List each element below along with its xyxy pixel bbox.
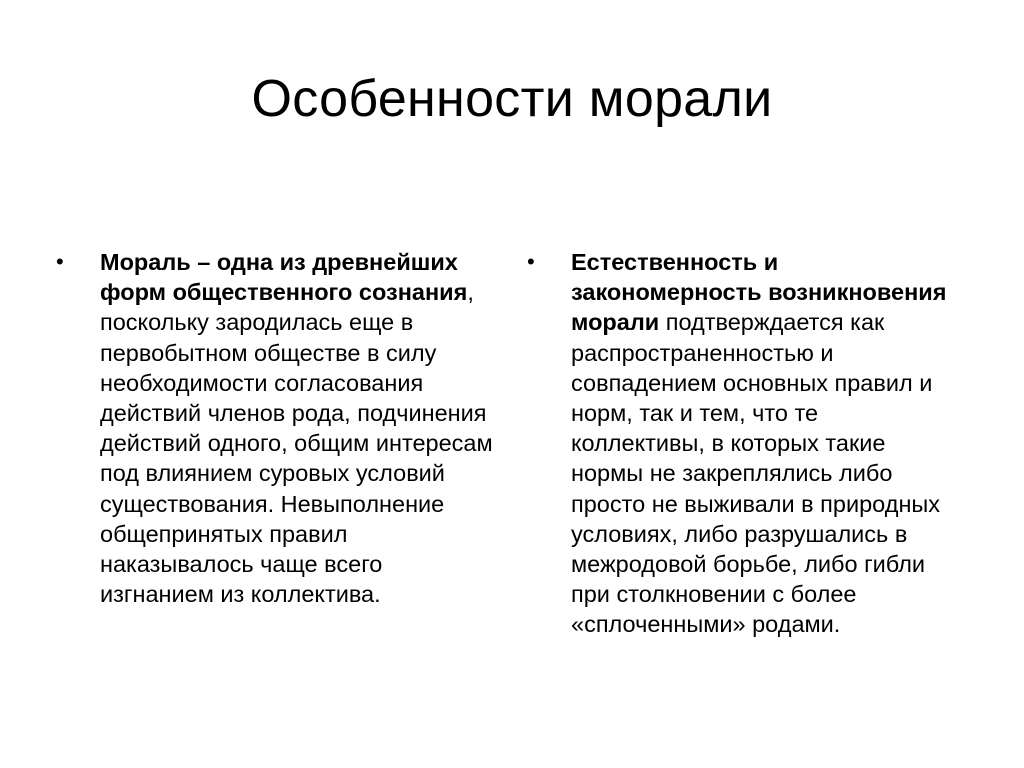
bullet-icon: •: [56, 249, 64, 274]
right-column: [527, 247, 957, 640]
bullet-item-left: [56, 247, 496, 609]
bullet-text-left: [100, 247, 496, 609]
bullet-text-left-bold: Мораль – одна из древнейших форм общественного сознания: [100, 249, 468, 306]
bullet-text-right-bold: Естественность и закономерность возникновения морали: [571, 249, 947, 336]
bullet-item-right: [527, 247, 957, 640]
slide-title: Особенности морали: [251, 70, 773, 128]
left-column: [56, 247, 496, 609]
bullet-icon: •: [527, 249, 535, 274]
bullet-text-right: [571, 247, 957, 640]
bullet-text-left-normal: , поскольку зародилась еще в первобытном обществе в силу необходимости согласования действий членов рода, подчинения действий одного, общим интересам под влиянием суровых условий существования. Невыполнение общепринятых правил наказывалось чаще всего изгнанием из коллектива.: [100, 279, 493, 608]
bullet-text-right-normal: подтверждается как распространенностью и совпадением основных правил и норм, так и тем, что те коллективы, в которых такие нормы не закреплялись либо просто не выживали в природных условиях, либо разрушались в межродовой борьбе, либо гибли при столкновении с более «сплоченными» родами.: [571, 309, 941, 638]
